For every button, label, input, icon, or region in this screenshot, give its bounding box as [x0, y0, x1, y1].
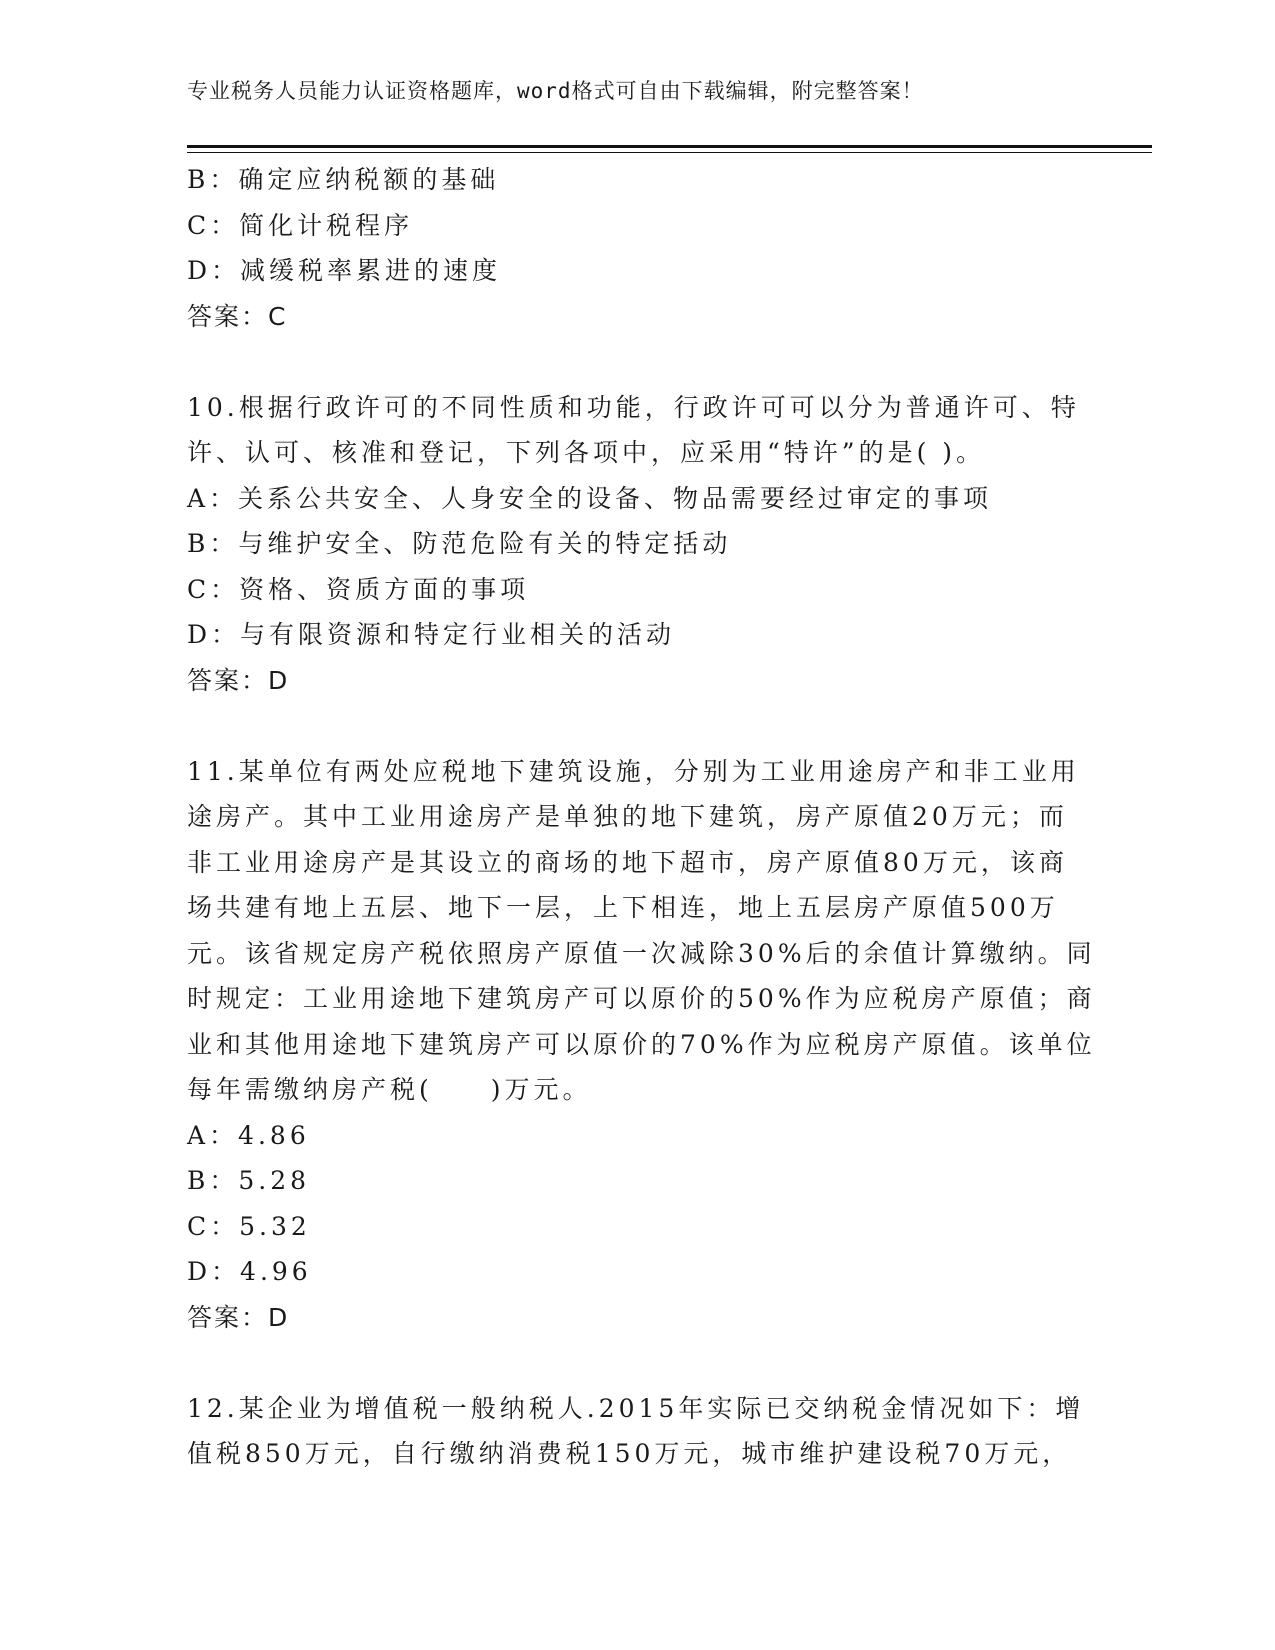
option-d: D：减缓税率累进的速度 — [187, 256, 502, 285]
question-10 — [187, 385, 1087, 704]
option-c: C：资格、资质方面的事项 — [187, 574, 530, 604]
option-b: B：5.28 — [187, 1166, 311, 1195]
document-content — [187, 157, 1096, 1477]
spacer — [187, 1340, 1087, 1386]
question-text-line: 时规定：工业用途地下建筑房产可以原价的50%作为应税房产原值；商 — [187, 984, 1096, 1013]
question-text-line: 12.某企业为增值税一般纳税人.2015年实际已交纳税金情况如下：增 — [187, 1393, 1085, 1423]
question-text-line: 场共建有地上五层、地下一层，上下相连，地上五层房产原值500万 — [187, 893, 1059, 922]
answer-line: 答案：C — [187, 301, 288, 331]
page-header: 专业税务人员能力认证资格题库，word格式可自由下载编辑，附完整答案！ — [187, 79, 924, 103]
option-c: C：5.32 — [187, 1211, 311, 1241]
question-text-line: 非工业用途房产是其设立的商场的地下超市，房产原值80万元，该商 — [187, 847, 1068, 877]
question-9-remainder — [187, 157, 1087, 339]
question-text-line: 每年需缴纳房产税( )万元。 — [187, 1075, 592, 1104]
question-text-line: 业和其他用途地下建筑房产可以原价的70%作为应税房产原值。该单位 — [187, 1029, 1096, 1059]
option-b: B：确定应纳税额的基础 — [187, 165, 500, 194]
option-a: A：关系公共安全、人身安全的设备、物品需要经过审定的事项 — [187, 483, 993, 513]
question-text-line: 许、认可、核准和登记，下列各项中，应采用“特许”的是( )。 — [187, 438, 986, 467]
answer-line: 答案：D — [187, 665, 290, 695]
question-text-line: 途房产。其中工业用途房产是单独的地下建筑，房产原值20万元；而 — [187, 802, 1068, 831]
header-rule-thin — [187, 152, 1152, 153]
spacer — [187, 703, 1087, 749]
option-c: C：简化计税程序 — [187, 210, 414, 240]
question-text-line: 11.某单位有两处应税地下建筑设施，分别为工业用途房产和非工业用 — [187, 756, 1080, 786]
question-text-line: 元。该省规定房产税依照房产原值一次减除30%后的余值计算缴纳。同 — [187, 938, 1096, 968]
header-rule-thick — [187, 145, 1152, 148]
answer-line: 答案：D — [187, 1302, 290, 1332]
question-text-line: 10.根据行政许可的不同性质和功能，行政许可可以分为普通许可、特 — [187, 392, 1080, 422]
spacer — [187, 339, 1087, 385]
option-b: B：与维护安全、防范危险有关的特定括动 — [187, 529, 732, 558]
question-text-line: 值税850万元，自行缴纳消费税150万元，城市维护建设税70万元， — [187, 1439, 1072, 1468]
option-d: D：与有限资源和特定行业相关的活动 — [187, 620, 676, 649]
question-11 — [187, 749, 1096, 1341]
option-d: D：4.96 — [187, 1257, 312, 1286]
option-a: A：4.86 — [187, 1120, 310, 1150]
question-12 — [187, 1386, 1087, 1477]
